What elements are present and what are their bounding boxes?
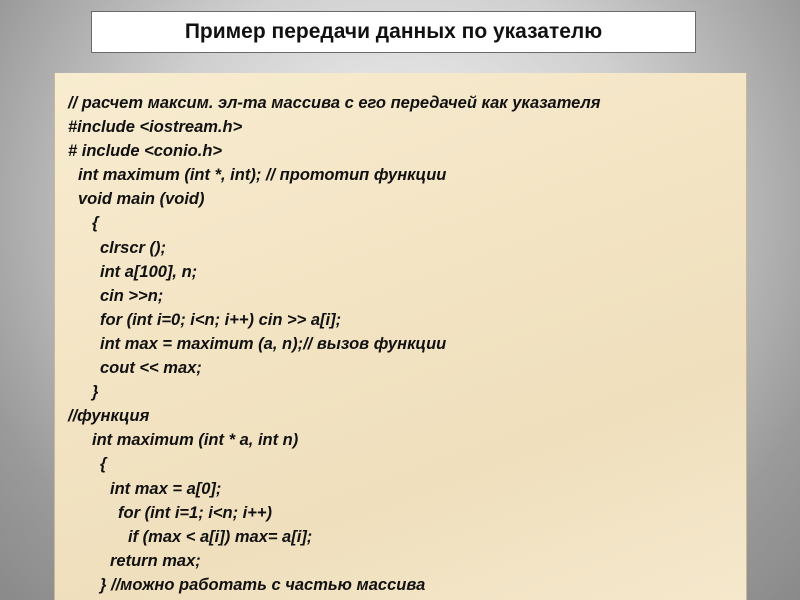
code-line-main-close-brace: } (92, 383, 99, 402)
code-line-maximum-open-brace: { (100, 455, 107, 474)
code-panel (54, 73, 747, 600)
code-line-clrscr: clrscr (); (100, 238, 167, 257)
code-line-include-iostream: #include <iostream.h> (68, 118, 243, 137)
code-line-search-loop: for (int i=1; i<n; i++) (118, 503, 273, 522)
code-line-declare-array: int a[100], n; (100, 262, 198, 281)
code-line-prototype: int maximum (int *, int); // прототип функции (78, 166, 447, 185)
code-line-function-comment: //функция (68, 407, 150, 426)
code-line-cout-max: cout << max; (100, 359, 202, 378)
slide-title: Пример передачи данных по указателю (184, 20, 603, 43)
code-line-call-maximum: int max = maximum (a, n);// вызов функции (100, 334, 447, 353)
code-line-maximum-signature: int maximum (int * a, int n) (92, 431, 299, 450)
slide-title-box (91, 11, 696, 53)
code-line-comment-header: // расчет максим. эл-та массива с его передачей как указателя (68, 94, 601, 112)
code-line-input-loop: for (int i=0; i<n; i++) cin >> a[i]; (100, 310, 342, 329)
code-line-include-conio: # include <conio.h> (68, 142, 223, 161)
code-line-main-open-brace: { (92, 214, 99, 233)
code-line-maximum-close-brace: } //можно работать с частью массива (100, 575, 426, 594)
code-listing (68, 91, 601, 597)
code-line-cin-n: cin >>n; (100, 286, 164, 305)
code-line-compare: if (max < a[i]) max= a[i]; (128, 527, 313, 546)
code-line-main-signature: void main (void) (78, 190, 205, 209)
code-line-return: return max; (110, 551, 201, 570)
code-line-init-max: int max = a[0]; (110, 479, 222, 498)
